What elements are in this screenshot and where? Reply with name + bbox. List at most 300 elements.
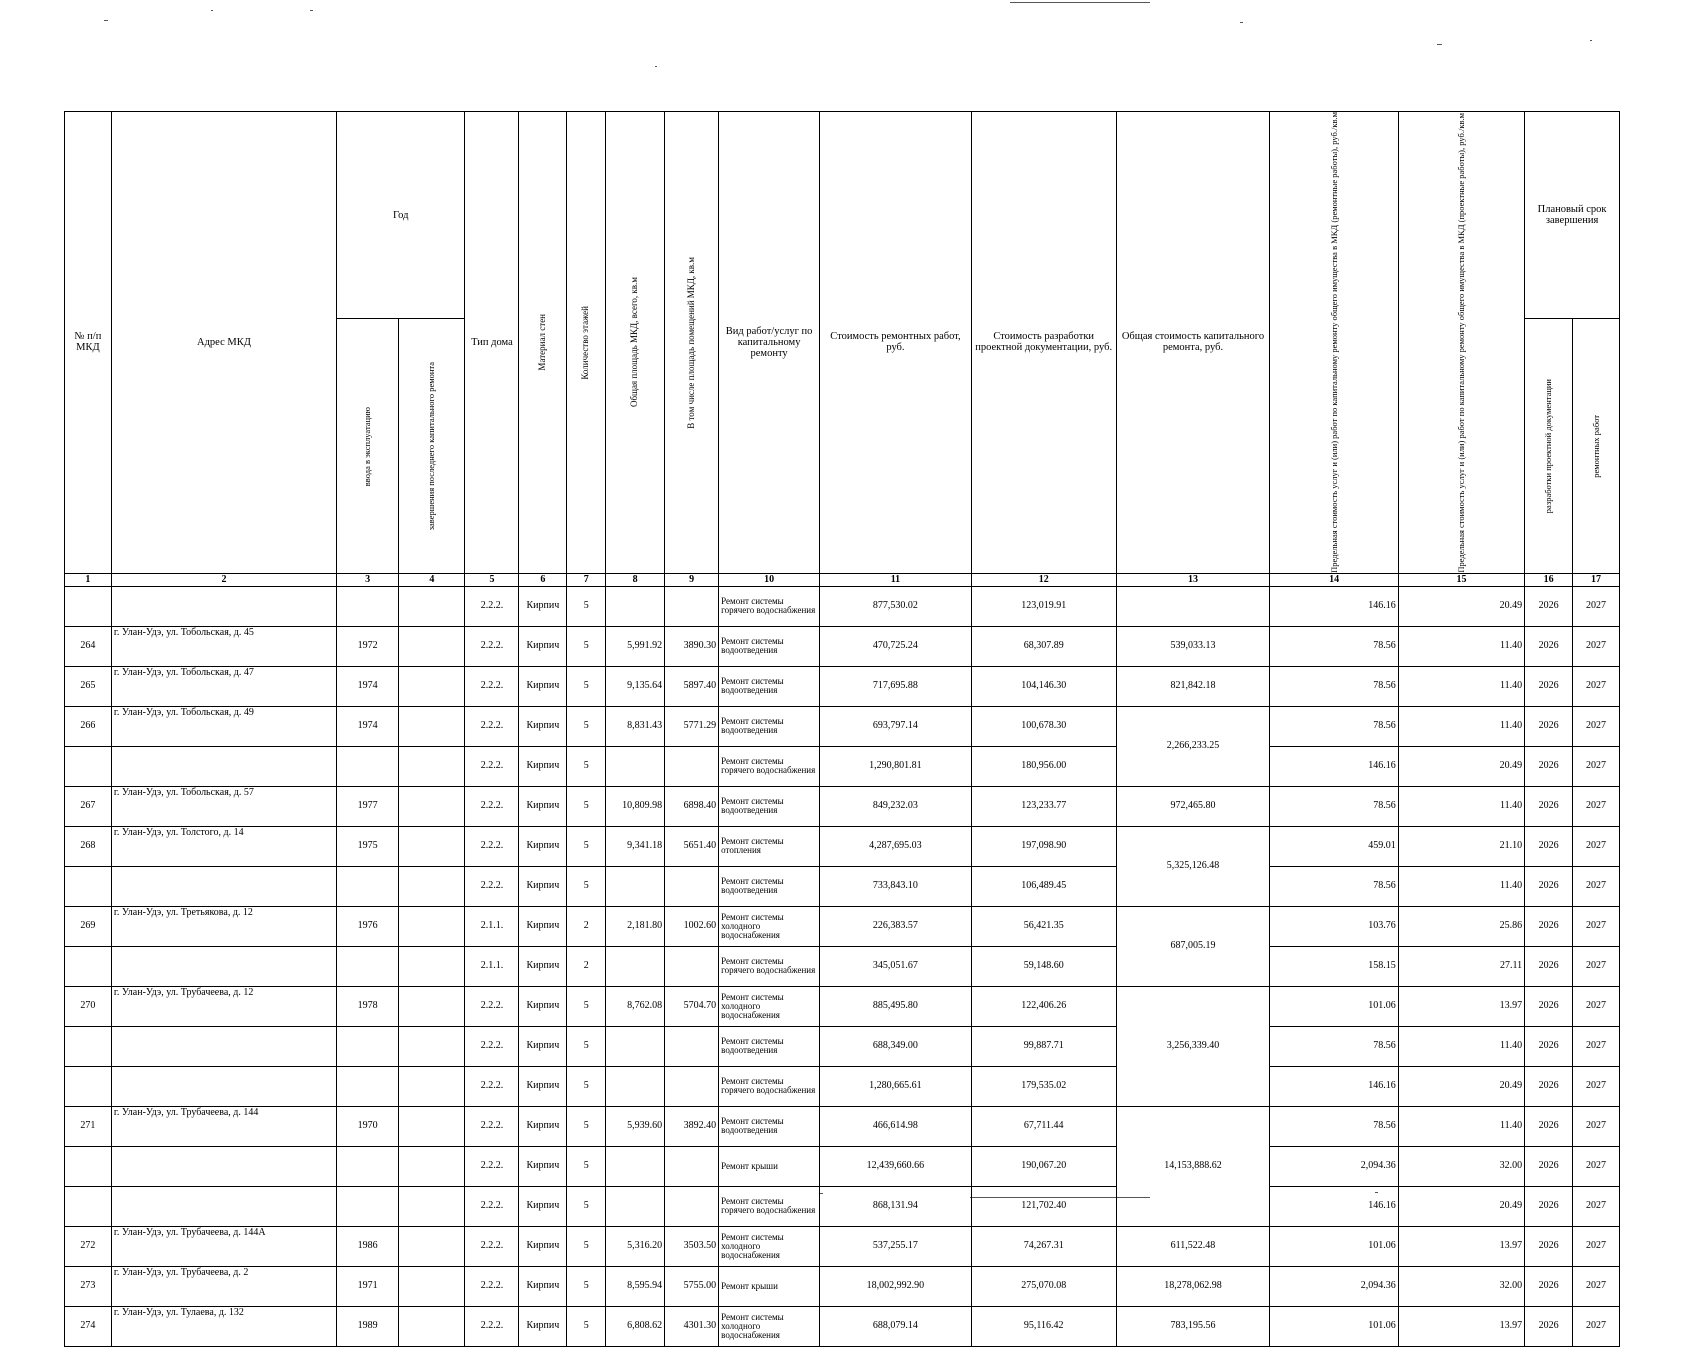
floors: 5 bbox=[567, 626, 606, 666]
scan-speck bbox=[211, 10, 213, 11]
floors: 5 bbox=[567, 986, 606, 1026]
house-number: 265 bbox=[65, 666, 112, 706]
house-number: 272 bbox=[65, 1226, 112, 1266]
total-area: 8,831.43 bbox=[606, 706, 665, 746]
total-cost: 539,033.13 bbox=[1116, 626, 1270, 666]
total-area: 9,341.18 bbox=[606, 826, 665, 866]
commission-year: 1978 bbox=[337, 986, 399, 1026]
wall-material: Кирпич bbox=[519, 826, 567, 866]
floors: 5 bbox=[567, 586, 606, 626]
house-number: 273 bbox=[65, 1266, 112, 1306]
design-cost: 190,067.20 bbox=[971, 1146, 1116, 1186]
limit-repair-cost: 101.06 bbox=[1270, 1226, 1398, 1266]
deadline-design: 2026 bbox=[1525, 946, 1573, 986]
design-cost: 275,070.08 bbox=[971, 1266, 1116, 1306]
last-repair-year bbox=[399, 1226, 465, 1266]
total-area: 8,595.94 bbox=[606, 1266, 665, 1306]
limit-design-cost: 20.49 bbox=[1398, 1066, 1524, 1106]
column-numbers-row bbox=[65, 573, 1620, 586]
table-row bbox=[65, 1146, 1620, 1186]
header-limit-design: Предельная стоимость услуг и (или) работ по капитальному ремонту общего имущества в МКД (проектные работы), руб./кв.м bbox=[1398, 112, 1524, 574]
work-type: Ремонт системы горячего водоснабжения bbox=[719, 746, 820, 786]
header-total-area: Общая площадь МКД, всего, кв.м bbox=[606, 112, 665, 574]
total-cost: 611,522.48 bbox=[1116, 1226, 1270, 1266]
column-number: 15 bbox=[1398, 573, 1524, 586]
table-row bbox=[65, 626, 1620, 666]
deadline-repair: 2027 bbox=[1573, 1066, 1620, 1106]
limit-design-cost: 13.97 bbox=[1398, 1226, 1524, 1266]
table-row bbox=[65, 786, 1620, 826]
total-cost: 14,153,888.62 bbox=[1116, 1106, 1270, 1226]
floors: 5 bbox=[567, 706, 606, 746]
work-type: Ремонт системы холодного водоснабжения bbox=[719, 986, 820, 1026]
house-number bbox=[65, 1026, 112, 1066]
limit-design-cost: 13.97 bbox=[1398, 1306, 1524, 1346]
total-cost: 2,266,233.25 bbox=[1116, 706, 1270, 786]
table-row bbox=[65, 706, 1620, 746]
deadline-repair: 2027 bbox=[1573, 666, 1620, 706]
house-type: 2.1.1. bbox=[465, 946, 519, 986]
floors: 5 bbox=[567, 1066, 606, 1106]
house-address bbox=[111, 1146, 336, 1186]
house-address: г. Улан-Удэ, ул. Трубачеева, д. 12 bbox=[111, 986, 336, 1026]
repair-cost: 693,797.14 bbox=[820, 706, 972, 746]
column-number: 8 bbox=[606, 573, 665, 586]
repair-cost: 345,051.67 bbox=[820, 946, 972, 986]
total-cost: 5,325,126.48 bbox=[1116, 826, 1270, 906]
deadline-design: 2026 bbox=[1525, 786, 1573, 826]
total-cost: 18,278,062.98 bbox=[1116, 1266, 1270, 1306]
premises-area: 3503.50 bbox=[665, 1226, 719, 1266]
header-address: Адрес МКД bbox=[111, 112, 336, 574]
deadline-design: 2026 bbox=[1525, 1226, 1573, 1266]
deadline-repair: 2027 bbox=[1573, 946, 1620, 986]
commission-year: 1977 bbox=[337, 786, 399, 826]
design-cost: 56,421.35 bbox=[971, 906, 1116, 946]
premises-area: 5704.70 bbox=[665, 986, 719, 1026]
column-number: 9 bbox=[665, 573, 719, 586]
wall-material: Кирпич bbox=[519, 746, 567, 786]
wall-material: Кирпич bbox=[519, 1266, 567, 1306]
wall-material: Кирпич bbox=[519, 1026, 567, 1066]
design-cost: 95,116.42 bbox=[971, 1306, 1116, 1346]
limit-design-cost: 13.97 bbox=[1398, 986, 1524, 1026]
commission-year: 1971 bbox=[337, 1266, 399, 1306]
repair-cost: 885,495.80 bbox=[820, 986, 972, 1026]
commission-year bbox=[337, 946, 399, 986]
house-address: г. Улан-Удэ, ул. Тулаева, д. 132 bbox=[111, 1306, 336, 1346]
floors: 5 bbox=[567, 1026, 606, 1066]
total-area bbox=[606, 1186, 665, 1226]
work-type: Ремонт системы водоотведения bbox=[719, 626, 820, 666]
total-area bbox=[606, 946, 665, 986]
commission-year: 1989 bbox=[337, 1306, 399, 1346]
floors: 5 bbox=[567, 666, 606, 706]
last-repair-year bbox=[399, 1146, 465, 1186]
premises-area bbox=[665, 866, 719, 906]
wall-material: Кирпич bbox=[519, 1066, 567, 1106]
repair-cost: 470,725.24 bbox=[820, 626, 972, 666]
work-type: Ремонт системы горячего водоснабжения bbox=[719, 1186, 820, 1226]
total-area: 10,809.98 bbox=[606, 786, 665, 826]
work-type: Ремонт системы холодного водоснабжения bbox=[719, 1226, 820, 1266]
design-cost: 123,233.77 bbox=[971, 786, 1116, 826]
house-address: г. Улан-Удэ, ул. Тобольская, д. 57 bbox=[111, 786, 336, 826]
last-repair-year bbox=[399, 706, 465, 746]
limit-design-cost: 20.49 bbox=[1398, 586, 1524, 626]
last-repair-year bbox=[399, 1266, 465, 1306]
house-type: 2.2.2. bbox=[465, 746, 519, 786]
deadline-repair: 2027 bbox=[1573, 1026, 1620, 1066]
commission-year: 1970 bbox=[337, 1106, 399, 1146]
floors: 2 bbox=[567, 906, 606, 946]
premises-area: 5771.29 bbox=[665, 706, 719, 746]
header-wall-material: Материал стен bbox=[519, 112, 567, 574]
header-work-type: Вид работ/услуг по капитальному ремонту bbox=[719, 112, 820, 574]
column-number: 1 bbox=[65, 573, 112, 586]
last-repair-year bbox=[399, 626, 465, 666]
table-row bbox=[65, 1106, 1620, 1146]
limit-repair-cost: 78.56 bbox=[1270, 706, 1398, 746]
deadline-repair: 2027 bbox=[1573, 706, 1620, 746]
repair-cost: 733,843.10 bbox=[820, 866, 972, 906]
table-row bbox=[65, 1066, 1620, 1106]
repair-cost: 877,530.02 bbox=[820, 586, 972, 626]
limit-design-cost: 11.40 bbox=[1398, 626, 1524, 666]
wall-material: Кирпич bbox=[519, 706, 567, 746]
limit-design-cost: 11.40 bbox=[1398, 706, 1524, 746]
premises-area bbox=[665, 1066, 719, 1106]
house-number bbox=[65, 946, 112, 986]
limit-repair-cost: 146.16 bbox=[1270, 1186, 1398, 1226]
design-cost: 104,146.30 bbox=[971, 666, 1116, 706]
total-cost: 972,465.80 bbox=[1116, 786, 1270, 826]
wall-material: Кирпич bbox=[519, 1306, 567, 1346]
total-area: 5,991.92 bbox=[606, 626, 665, 666]
limit-repair-cost: 103.76 bbox=[1270, 906, 1398, 946]
commission-year bbox=[337, 1186, 399, 1226]
premises-area bbox=[665, 946, 719, 986]
house-type: 2.2.2. bbox=[465, 1226, 519, 1266]
wall-material: Кирпич bbox=[519, 586, 567, 626]
last-repair-year bbox=[399, 906, 465, 946]
house-address: г. Улан-Удэ, ул. Трубачеева, д. 144 bbox=[111, 1106, 336, 1146]
design-cost: 123,019.91 bbox=[971, 586, 1116, 626]
house-number: 274 bbox=[65, 1306, 112, 1346]
repair-cost: 868,131.94 bbox=[820, 1186, 972, 1226]
wall-material: Кирпич bbox=[519, 1106, 567, 1146]
work-type: Ремонт системы горячего водоснабжения bbox=[719, 946, 820, 986]
house-type: 2.2.2. bbox=[465, 1186, 519, 1226]
design-cost: 122,406.26 bbox=[971, 986, 1116, 1026]
design-cost: 100,678.30 bbox=[971, 706, 1116, 746]
floors: 5 bbox=[567, 1306, 606, 1346]
limit-design-cost: 21.10 bbox=[1398, 826, 1524, 866]
house-address: г. Улан-Удэ, ул. Тобольская, д. 49 bbox=[111, 706, 336, 746]
limit-design-cost: 20.49 bbox=[1398, 1186, 1524, 1226]
deadline-repair: 2027 bbox=[1573, 586, 1620, 626]
deadline-design: 2026 bbox=[1525, 866, 1573, 906]
deadline-design: 2026 bbox=[1525, 1266, 1573, 1306]
table-row bbox=[65, 906, 1620, 946]
house-type: 2.2.2. bbox=[465, 786, 519, 826]
column-number: 4 bbox=[399, 573, 465, 586]
limit-design-cost: 25.86 bbox=[1398, 906, 1524, 946]
deadline-design: 2026 bbox=[1525, 1106, 1573, 1146]
deadline-design: 2026 bbox=[1525, 1146, 1573, 1186]
deadline-repair: 2027 bbox=[1573, 986, 1620, 1026]
total-area bbox=[606, 1026, 665, 1066]
wall-material: Кирпич bbox=[519, 946, 567, 986]
header-repair-cost: Стоимость ремонтных работ, руб. bbox=[820, 112, 972, 574]
deadline-design: 2026 bbox=[1525, 826, 1573, 866]
limit-design-cost: 20.49 bbox=[1398, 746, 1524, 786]
house-number: 271 bbox=[65, 1106, 112, 1146]
house-type: 2.1.1. bbox=[465, 906, 519, 946]
premises-area bbox=[665, 1186, 719, 1226]
deadline-design: 2026 bbox=[1525, 666, 1573, 706]
scan-speck bbox=[1437, 44, 1442, 45]
limit-design-cost: 32.00 bbox=[1398, 1266, 1524, 1306]
scan-speck bbox=[1240, 22, 1243, 23]
limit-design-cost: 32.00 bbox=[1398, 1146, 1524, 1186]
limit-repair-cost: 78.56 bbox=[1270, 666, 1398, 706]
commission-year bbox=[337, 1146, 399, 1186]
design-cost: 59,148.60 bbox=[971, 946, 1116, 986]
premises-area: 5897.40 bbox=[665, 666, 719, 706]
house-type: 2.2.2. bbox=[465, 826, 519, 866]
total-area bbox=[606, 746, 665, 786]
house-type: 2.2.2. bbox=[465, 1106, 519, 1146]
design-cost: 179,535.02 bbox=[971, 1066, 1116, 1106]
total-cost: 687,005.19 bbox=[1116, 906, 1270, 986]
wall-material: Кирпич bbox=[519, 786, 567, 826]
column-number: 10 bbox=[719, 573, 820, 586]
premises-area: 3892.40 bbox=[665, 1106, 719, 1146]
commission-year bbox=[337, 586, 399, 626]
design-cost: 180,956.00 bbox=[971, 746, 1116, 786]
header-deadline-design: разработки проектной документации bbox=[1525, 319, 1573, 574]
house-number: 264 bbox=[65, 626, 112, 666]
design-cost: 121,702.40 bbox=[971, 1186, 1116, 1226]
total-area: 9,135.64 bbox=[606, 666, 665, 706]
limit-repair-cost: 158.15 bbox=[1270, 946, 1398, 986]
wall-material: Кирпич bbox=[519, 1146, 567, 1186]
commission-year: 1974 bbox=[337, 706, 399, 746]
limit-repair-cost: 78.56 bbox=[1270, 1106, 1398, 1146]
work-type: Ремонт системы холодного водоснабжения bbox=[719, 1306, 820, 1346]
deadline-repair: 2027 bbox=[1573, 1266, 1620, 1306]
header-floors: Количество этажей bbox=[567, 112, 606, 574]
work-type: Ремонт системы водоотведения bbox=[719, 666, 820, 706]
design-cost: 197,098.90 bbox=[971, 826, 1116, 866]
wall-material: Кирпич bbox=[519, 626, 567, 666]
limit-design-cost: 27.11 bbox=[1398, 946, 1524, 986]
floors: 5 bbox=[567, 1106, 606, 1146]
header-total-cost: Общая стоимость капитального ремонта, руб. bbox=[1116, 112, 1270, 574]
table-row bbox=[65, 746, 1620, 786]
repair-cost: 466,614.98 bbox=[820, 1106, 972, 1146]
header-deadline: Плановый срок завершения bbox=[1525, 112, 1620, 319]
house-address: г. Улан-Удэ, ул. Толстого, д. 14 bbox=[111, 826, 336, 866]
design-cost: 99,887.71 bbox=[971, 1026, 1116, 1066]
commission-year bbox=[337, 746, 399, 786]
house-type: 2.2.2. bbox=[465, 1146, 519, 1186]
premises-area bbox=[665, 1146, 719, 1186]
limit-design-cost: 11.40 bbox=[1398, 866, 1524, 906]
total-area bbox=[606, 866, 665, 906]
floors: 2 bbox=[567, 946, 606, 986]
house-number bbox=[65, 746, 112, 786]
limit-design-cost: 11.40 bbox=[1398, 786, 1524, 826]
house-type: 2.2.2. bbox=[465, 866, 519, 906]
floors: 5 bbox=[567, 1146, 606, 1186]
limit-repair-cost: 101.06 bbox=[1270, 986, 1398, 1026]
last-repair-year bbox=[399, 666, 465, 706]
house-address bbox=[111, 746, 336, 786]
total-area: 6,808.62 bbox=[606, 1306, 665, 1346]
wall-material: Кирпич bbox=[519, 866, 567, 906]
commission-year: 1974 bbox=[337, 666, 399, 706]
work-type: Ремонт системы водоотведения bbox=[719, 1106, 820, 1146]
limit-repair-cost: 78.56 bbox=[1270, 786, 1398, 826]
floors: 5 bbox=[567, 1226, 606, 1266]
deadline-design: 2026 bbox=[1525, 986, 1573, 1026]
limit-design-cost: 11.40 bbox=[1398, 666, 1524, 706]
scan-speck bbox=[1590, 40, 1592, 41]
last-repair-year bbox=[399, 1106, 465, 1146]
commission-year: 1976 bbox=[337, 906, 399, 946]
house-address: г. Улан-Удэ, ул. Третьякова, д. 12 bbox=[111, 906, 336, 946]
premises-area: 1002.60 bbox=[665, 906, 719, 946]
house-number: 270 bbox=[65, 986, 112, 1026]
deadline-repair: 2027 bbox=[1573, 1106, 1620, 1146]
house-type: 2.2.2. bbox=[465, 626, 519, 666]
deadline-repair: 2027 bbox=[1573, 866, 1620, 906]
total-cost bbox=[1116, 586, 1270, 626]
commission-year bbox=[337, 866, 399, 906]
wall-material: Кирпич bbox=[519, 1186, 567, 1226]
header-limit-repair: Предельная стоимость услуг и (или) работ по капитальному ремонту общего имущества в МКД (ремонтные работы), руб./кв.м bbox=[1270, 112, 1398, 574]
work-type: Ремонт системы водоотведения bbox=[719, 706, 820, 746]
house-type: 2.2.2. bbox=[465, 1266, 519, 1306]
house-address bbox=[111, 1026, 336, 1066]
limit-repair-cost: 101.06 bbox=[1270, 1306, 1398, 1346]
column-number: 16 bbox=[1525, 573, 1573, 586]
column-number: 13 bbox=[1116, 573, 1270, 586]
house-number bbox=[65, 1186, 112, 1226]
total-area bbox=[606, 1146, 665, 1186]
house-address bbox=[111, 946, 336, 986]
total-area bbox=[606, 1066, 665, 1106]
floors: 5 bbox=[567, 1266, 606, 1306]
wall-material: Кирпич bbox=[519, 906, 567, 946]
deadline-repair: 2027 bbox=[1573, 1306, 1620, 1346]
total-area: 2,181.80 bbox=[606, 906, 665, 946]
column-number: 6 bbox=[519, 573, 567, 586]
commission-year: 1975 bbox=[337, 826, 399, 866]
scan-speck bbox=[104, 20, 108, 21]
design-cost: 106,489.45 bbox=[971, 866, 1116, 906]
limit-repair-cost: 2,094.36 bbox=[1270, 1266, 1398, 1306]
total-area: 8,762.08 bbox=[606, 986, 665, 1026]
header-year: Год bbox=[337, 112, 465, 319]
house-type: 2.2.2. bbox=[465, 666, 519, 706]
limit-repair-cost: 78.56 bbox=[1270, 626, 1398, 666]
premises-area bbox=[665, 746, 719, 786]
repair-cost: 1,290,801.81 bbox=[820, 746, 972, 786]
total-area bbox=[606, 586, 665, 626]
repair-cost: 12,439,660.66 bbox=[820, 1146, 972, 1186]
table-row bbox=[65, 1226, 1620, 1266]
house-address bbox=[111, 866, 336, 906]
premises-area: 4301.30 bbox=[665, 1306, 719, 1346]
column-number: 3 bbox=[337, 573, 399, 586]
last-repair-year bbox=[399, 1066, 465, 1106]
work-type: Ремонт крыши bbox=[719, 1266, 820, 1306]
repair-cost: 537,255.17 bbox=[820, 1226, 972, 1266]
last-repair-year bbox=[399, 826, 465, 866]
total-cost: 783,195.56 bbox=[1116, 1306, 1270, 1346]
total-area: 5,939.60 bbox=[606, 1106, 665, 1146]
column-number: 2 bbox=[111, 573, 336, 586]
header-year-commission: ввода в эксплуатацию bbox=[337, 319, 399, 574]
deadline-design: 2026 bbox=[1525, 1306, 1573, 1346]
limit-repair-cost: 146.16 bbox=[1270, 746, 1398, 786]
house-address bbox=[111, 586, 336, 626]
limit-repair-cost: 78.56 bbox=[1270, 1026, 1398, 1066]
house-number bbox=[65, 866, 112, 906]
commission-year: 1972 bbox=[337, 626, 399, 666]
limit-design-cost: 11.40 bbox=[1398, 1026, 1524, 1066]
deadline-design: 2026 bbox=[1525, 1186, 1573, 1226]
house-number: 266 bbox=[65, 706, 112, 746]
house-number: 268 bbox=[65, 826, 112, 866]
limit-repair-cost: 2,094.36 bbox=[1270, 1146, 1398, 1186]
table-row bbox=[65, 946, 1620, 986]
design-cost: 74,267.31 bbox=[971, 1226, 1116, 1266]
header-year-last-repair: завершения последнего капитального ремонта bbox=[399, 319, 465, 574]
last-repair-year bbox=[399, 866, 465, 906]
house-type: 2.2.2. bbox=[465, 1306, 519, 1346]
last-repair-year bbox=[399, 746, 465, 786]
column-number: 12 bbox=[971, 573, 1116, 586]
premises-area: 6898.40 bbox=[665, 786, 719, 826]
house-type: 2.2.2. bbox=[465, 986, 519, 1026]
table-row bbox=[65, 586, 1620, 626]
house-number bbox=[65, 1066, 112, 1106]
last-repair-year bbox=[399, 586, 465, 626]
total-cost: 3,256,339.40 bbox=[1116, 986, 1270, 1106]
premises-area: 3890.30 bbox=[665, 626, 719, 666]
commission-year bbox=[337, 1066, 399, 1106]
house-number: 269 bbox=[65, 906, 112, 946]
deadline-repair: 2027 bbox=[1573, 786, 1620, 826]
work-type: Ремонт системы холодного водоснабжения bbox=[719, 906, 820, 946]
house-address bbox=[111, 1066, 336, 1106]
design-cost: 67,711.44 bbox=[971, 1106, 1116, 1146]
house-address: г. Улан-Удэ, ул. Трубачеева, д. 2 bbox=[111, 1266, 336, 1306]
total-cost: 821,842.18 bbox=[1116, 666, 1270, 706]
limit-design-cost: 11.40 bbox=[1398, 1106, 1524, 1146]
design-cost: 68,307.89 bbox=[971, 626, 1116, 666]
table-row bbox=[65, 1306, 1620, 1346]
repair-cost: 226,383.57 bbox=[820, 906, 972, 946]
repair-cost: 688,079.14 bbox=[820, 1306, 972, 1346]
wall-material: Кирпич bbox=[519, 1226, 567, 1266]
floors: 5 bbox=[567, 826, 606, 866]
work-type: Ремонт крыши bbox=[719, 1146, 820, 1186]
